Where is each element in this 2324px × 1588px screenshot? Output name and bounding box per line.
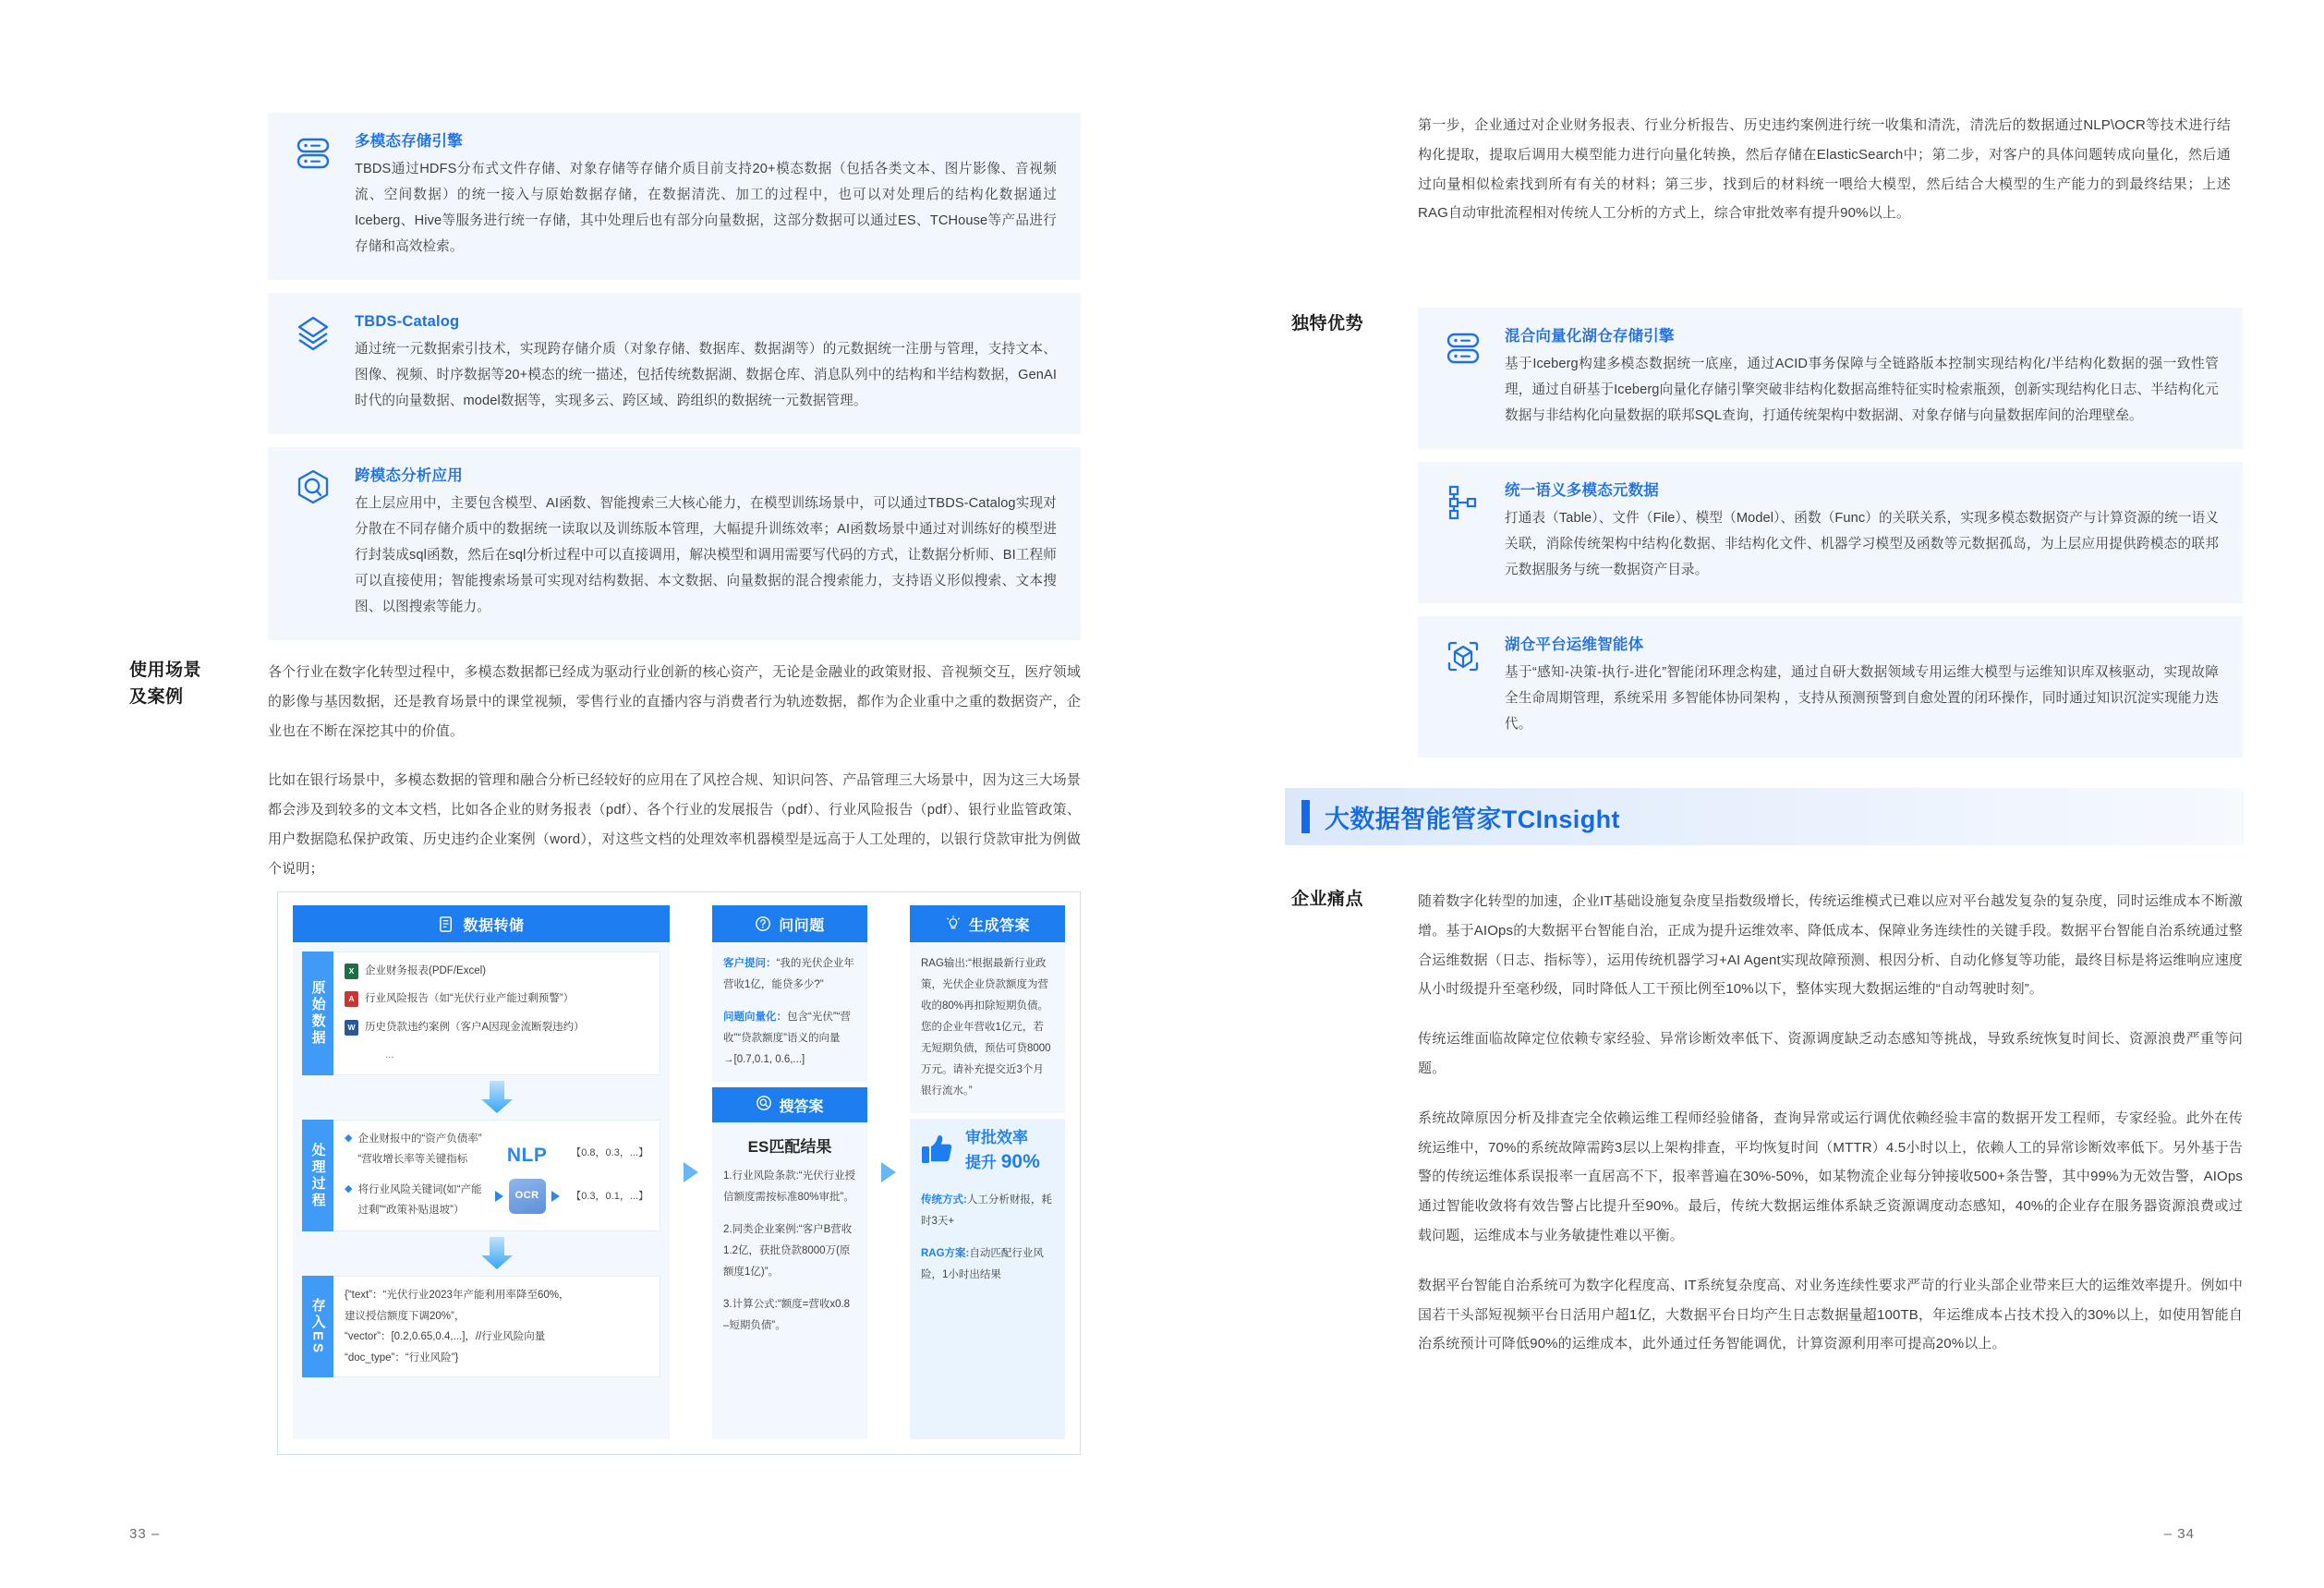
usecase-label-line2: 及案例 [129, 686, 184, 707]
rag-flow-diagram [277, 891, 1081, 1455]
ask-block [712, 1007, 867, 1082]
diagram-column-ask [712, 905, 867, 1439]
es-result-item: 2.同类企业案例:“客户B营收1.2亿，获批贷款8000万(原额度1亿)”。 [723, 1224, 853, 1278]
flow-arrow-down-icon [302, 1075, 660, 1120]
usecase-paragraph: 比如在银行场景中，多模态数据的管理和融合分析已经较好的应用在了风控合规、知识问答、产品管理三大场景中，因为这三大场景都会涉及到较多的文本文档，比如各企业的财务报表（pdf）、各个行业的发展报告（pdf）、行业风险报告（pdf）、银行业监管政策、用户数据隐私保护政策、历史违约企业案例（word），对这些文档的处理效率机器模型是远高于人工处理的，以银行贷款审批为例做个说明； [268, 772, 1081, 877]
advantage-card-lakehouse-ops-agent [1418, 616, 2243, 758]
feature-card-title: 跨模态分析应用 [355, 467, 463, 484]
diagram-column-header [712, 905, 867, 942]
advantage-card-title: 统一语义多模态元数据 [1505, 481, 1659, 499]
json-line: “doc_type”：“行业风险”} [345, 1352, 459, 1364]
diagram-stage-content [333, 1276, 660, 1377]
advantage-card-title: 混合向量化湖仓存储引擎 [1505, 328, 1675, 345]
diamond-bullet-icon: ◆ [345, 1132, 353, 1144]
advantage-cards [1418, 308, 2243, 770]
feature-card-crossmodal-analysis [268, 447, 1081, 640]
es-result-item: 1.行业风险条款:“光伏行业授信额度需按标准80%审批”。 [723, 1170, 856, 1203]
arrow-right-icon [495, 1191, 503, 1202]
arrow-right-icon [881, 1162, 896, 1182]
thumbs-up-icon [919, 1131, 956, 1172]
painpoint-body [1418, 887, 2243, 1359]
flow-arrow-right-2 [877, 905, 901, 1439]
document-stack-icon [438, 915, 455, 933]
efficiency-headline [910, 1119, 1065, 1179]
question-circle-icon [755, 915, 771, 932]
advantage-card-title: 湖仓平台运维智能体 [1505, 636, 1644, 653]
feature-card-text [355, 466, 1057, 620]
painpoint-paragraph: 随着数字化转型的加速，企业IT基础设施复杂度呈指数级增长，传统运维模式已难以应对平台越发复杂的复杂度，同时运维成本不断激增。基于AIOps的大数据平台智能自治，正成为提升运维效率、降低成本、保障业务连续性的关键手段。数据平台智能自治系统通过整合运维数据（日志、指标等），运用传统机器学习+AI Agent实现故障预测、根因分析、自动化修复等功能，最终目标是将运维响应速度从小时级提升至毫秒级，同时降低人工干预比例至10%以下，整体实现大数据运维的“自动驾驶时刻”。 [1418, 893, 2243, 998]
vector-value: 【0.8，0.3，...】 [571, 1147, 648, 1159]
diamond-bullet-icon: ◆ [345, 1182, 353, 1194]
ask-block [712, 942, 867, 1007]
feature-card-multimodal-storage [268, 113, 1081, 280]
nlp-label: NLP [506, 1145, 548, 1167]
advantage-card-desc: 打通表（Table）、文件（File）、模型（Model）、函数（Func）的关联关系，实现多模态数据资产与计算资源的统一语义关联，消除传统架构中结构化数据、非结构化文件、机器学习模型及函数等元数据孤岛，为上层应用提供跨模态的联邦元数据服务与统一数据资产目录。 [1505, 510, 2219, 577]
es-result-panel [712, 1122, 867, 1439]
json-line: “vector”：[0.2,0.65,0.4,...]，//行业风险向量 [345, 1331, 546, 1343]
feature-card-title: 多模态存储引擎 [355, 133, 463, 150]
painpoint-label: 企业痛点 [1291, 890, 1364, 909]
usecase-label-line1: 使用场景 [129, 661, 202, 680]
feature-card-desc: 在上层应用中，主要包含模型、AI函数、智能搜索三大核心能力，在模型训练场景中，可以通过TBDS-Catalog实现对分散在不同存储介质中的数据统一读取以及训练版本管理，大幅提升训练效率；AI函数场景中通过对训练好的模型进行封装成sql函数，然后在sql分析过程中可以直接调用，解决模型和调用需要写代码的方式，让数据分析师、BI工程师可以直接使用；智能搜索场景可实现对结构数据、本文数据、向量数据的混合搜索能力，支持语义形似搜索、文本搜图、以图搜索等能力。 [355, 495, 1057, 614]
efficiency-line2-prefix: 提升 [965, 1153, 1001, 1171]
efficiency-line2 [965, 1149, 1040, 1175]
file-item [345, 988, 648, 1009]
search-hexagon-icon [292, 466, 334, 508]
feature-card-text [355, 131, 1057, 260]
file-item [345, 961, 648, 981]
excel-file-icon: X [345, 964, 358, 979]
es-result-item: 3.计算公式:“额度=营收x0.8 –短期负债”。 [723, 1299, 851, 1331]
right-intro [1418, 111, 2231, 228]
feature-card-tbds-catalog [268, 293, 1081, 434]
painpoint-paragraph: 传统运维面临故障定位依赖专家经验、异常诊断效率低下、资源调度缺乏动态感知等挑战，导致系统恢复时间长、资源浪费严重等问题。 [1418, 1031, 2243, 1076]
diagram-column-body [293, 942, 670, 1439]
efficiency-value: 90% [1000, 1150, 1040, 1172]
compare-block [910, 1243, 1065, 1297]
advantage-card-text [1505, 326, 2219, 429]
usecase-body [268, 658, 1081, 884]
diagram-stage-tab: 处理过程 [302, 1120, 333, 1232]
left-feature-cards [268, 113, 1081, 653]
heading-accent-bar [1301, 800, 1310, 833]
node-graph-icon [1442, 480, 1484, 523]
diagram-column-data-store [293, 905, 670, 1439]
ask-block-label: 问题向量化： [723, 1012, 787, 1023]
file-item-label: 企业财务报表(PDF/Excel) [365, 965, 486, 976]
ask-body [712, 942, 867, 1082]
word-file-icon: W [345, 1020, 358, 1036]
compare-block [910, 1179, 1065, 1243]
advantage-label: 独特优势 [1291, 314, 1364, 333]
section-heading-label: 大数据智能管家TCInsight [1325, 805, 1620, 833]
flow-arrow-down-icon [302, 1231, 660, 1276]
list-item-label: 将行业风险关键词(如“产能过剩”“政策补贴退坡”） [357, 1183, 482, 1216]
intro-paragraph: 第一步，企业通过对企业财务报表、行业分析报告、历史违约案例进行统一收集和清洗，清洗后的数据通过NLP\OCR等技术进行结构化提取，提取后调用大模型能力进行向量化转换，然后存储在ElasticSearch中；第二步，对客户的具体问题转成向量化，然后通过向量相似检索找到所有有关的材料；第三步，找到后的材料统一喂给大模型，然后结合大模型的生产能力的到最终结果；上述RAG自动审批流程相对传统人工分析的方式上，综合审批效率有提升90%以上。 [1418, 117, 2231, 222]
diagram-stage-store-es [302, 1276, 660, 1377]
usecase-paragraph: 各个行业在数字化转型过程中，多模态数据都已经成为驱动行业创新的核心资产，无论是金融业的政策财报、音视频交互，医疗领域的影像与基因数据，还是教育场景中的课堂视频，零售行业的直播内容与消费者行为轨迹数据，都作为企业重中之重的数据资产，企业也在不断在深挖其中的价值。 [268, 664, 1081, 739]
json-line: 建议授信额度下调20%”， [345, 1310, 466, 1322]
ocr-row [495, 1179, 560, 1213]
diagram-column-header-label: 问问题 [779, 917, 825, 934]
advantage-card-text [1505, 480, 2219, 583]
page-number-left: 33 – [129, 1526, 161, 1542]
feature-card-title: TBDS-Catalog [355, 312, 460, 330]
compare-block-label: 传统方式: [921, 1194, 967, 1206]
diagram-column-header [293, 905, 670, 942]
efficiency-text [965, 1128, 1040, 1175]
diagram-column-header-label: 数据转储 [463, 917, 525, 934]
diagram-stage-tab: 存入ES [302, 1276, 333, 1377]
diagram-column-answer [910, 905, 1065, 1439]
lightbulb-icon [945, 915, 962, 932]
painpoint-paragraph: 数据平台智能自治系统可为数字化程度高、IT系统复杂度高、对业务连续性要求严苛的行业头部企业带来巨大的运维效率提升。例如中国若干头部短视频平台日活用户超1亿，大数据平台日均产生日志数据量超100TB，年运维成本占技术投入的30%以上，如使用智能自治系统预计可降低90%的运维成本，此外通过任务智能调优，计算资源利用率可提高20%以上。 [1418, 1277, 2243, 1352]
diagram-stage-raw-data [302, 952, 660, 1075]
diagram-stage-processing [302, 1120, 660, 1232]
painpoint-section [1291, 887, 2243, 1359]
section-heading-tcinsight [1285, 788, 2244, 845]
advantage-card-text [1505, 635, 2219, 737]
ask-block-text: 包含“光伏”“营收”“贷款额度”语义的向量→[0.7,0.1, 0.6,...] [723, 1012, 851, 1065]
usecase-label [129, 658, 268, 710]
storage-stack-icon [292, 131, 334, 174]
diagram-subheader-search-answer [712, 1087, 867, 1122]
diagram-subheader-label: 搜答案 [779, 1098, 824, 1115]
advantage-section [1291, 308, 2243, 770]
compare-block-label: RAG方案: [921, 1248, 970, 1260]
file-item-label: 行业风险报告（如“光伏行业产能过剩预警”） [365, 993, 575, 1005]
list-item [345, 1129, 483, 1170]
file-list-ellipsis: ... [385, 1049, 394, 1061]
efficiency-line1: 审批效率 [965, 1129, 1028, 1146]
storage-stack-icon [1442, 326, 1484, 369]
diagram-column-header-label: 生成答案 [968, 917, 1030, 934]
json-line: {“text”：“光伏行业2023年产能利用率降至60%， [345, 1290, 570, 1302]
advantage-card-desc: 基于“感知-决策-执行-进化”智能闭环理念构建，通过自研大数据领域专用运维大模型与运维知识库双核驱动，实现故障全生命周期管理，系统采用 多智能体协同架构 ，支持从预测预警到自愈处置的闭环操作，同时通过知识沉淀实现能力迭代。 [1505, 664, 2219, 732]
efficiency-panel [910, 1119, 1065, 1439]
feature-card-desc: TBDS通过HDFS分布式文件存储、对象存储等存储介质目前支持20+模态数据（包括各类文本、图片影像、音视频流、空间数据）的统一接入与原始数据存储，在数据清洗、加工的过程中，也可以对处理后的结构化数据通过Iceberg、Hive等服务进行统一存储，其中处理后也有部分向量数据，这部分数据可以通过ES、TCHouse等产品进行存储和高效检索。 [355, 161, 1057, 254]
cube-scan-icon [1442, 635, 1484, 677]
feature-card-desc: 通过统一元数据索引技术，实现跨存储介质（对象存储、数据库、数据湖等）的元数据统一注册与管理，支持文本、图像、视频、时序数据等20+模态的统一描述，包括传统数据湖、数据仓库、消息队列中的结构和半结构数据，GenAI时代的向量数据、model数据等，实现多云、跨区域、跨组织的数据统一元数据管理。 [355, 341, 1057, 408]
ask-block-text: “我的光伏企业年营收1亿，能贷多少?” [723, 958, 854, 990]
rag-output-panel [910, 942, 1065, 1113]
advantage-card-hybrid-vector-lakehouse [1418, 308, 2243, 449]
compare-block-text: 自动匹配行业风险，1小时出结果 [921, 1248, 1044, 1281]
diagram-stage-content [333, 1120, 660, 1232]
diagram-stage-content [333, 952, 660, 1075]
compare-block-text: 人工分析财报，耗时3天+ [921, 1194, 1052, 1228]
vector-value: 【0.3，0.1，...】 [571, 1191, 648, 1203]
nlp-ocr-block [489, 1129, 565, 1223]
advantage-card-desc: 基于Iceberg构建多模态数据统一底座，通过ACID事务保障与全链路版本控制实现结构化/半结构化数据的强一致性管理，通过自研基于Iceberg向量化存储引擎突破非结构化数据高维特征实时检索瓶颈，创新实现结构化日志、半结构化元数据与非结构化向量数据的联邦SQL查询，打通传统架构中数据湖、对象存储与向量数据库间的治理壁垒。 [1505, 356, 2219, 423]
vector-outputs [571, 1129, 648, 1223]
page-number-right: – 34 [2163, 1526, 2195, 1542]
painpoint-paragraph: 系统故障原因分析及排查完全依赖运维工程师经验储备，查询异常或运行调优依赖经验丰富的数据开发工程师，专家经验。此外在传统运维中，70%的系统故障需跨3层以上架构排查，平均恢复时间（MTTR）4.5小时以上，依赖人工的异常诊断效率低下。另外基于告警的传统运维体系误报率一直居高不下，报率普遍在30%-50%，如某物流企业每分钟接收500+条告警，其中99%为无效告警，AIOps通过智能收敛将有效告警占比提升至90%。最后，传统大数据运维体系缺乏资源调度动态感知，40%的企业存在服务器资源浪费或过载问题，运维成本与业务敏捷性难以平衡。 [1418, 1109, 2243, 1243]
processing-bullets [345, 1129, 483, 1223]
usecase-section [129, 658, 1081, 884]
ocr-chip-label: OCR [509, 1179, 546, 1213]
feature-card-text [355, 311, 1057, 414]
file-item [345, 1017, 648, 1037]
list-item [345, 1180, 483, 1221]
right-page [1162, 0, 2324, 1588]
arrow-right-icon [684, 1162, 698, 1182]
flow-arrow-right-1 [679, 905, 703, 1439]
rag-output-text: RAG输出:“根据最新行业政策，光伏企业贷款额度为营收的80%再扣除短期负债。您的企业年营收1亿元，若无短期负债，预估可贷8000万元。请补充提交近3个月银行流水。” [921, 958, 1051, 1097]
file-item-label: 历史贷款违约案例（客户A因现金流断裂违约） [365, 1021, 585, 1033]
ask-block-label: 客户提问： [723, 958, 777, 969]
diagram-stage-tab: 原始数据 [302, 952, 333, 1075]
layers-icon [292, 311, 334, 354]
arrow-right-icon [551, 1191, 560, 1202]
advantage-card-unified-semantic-metadata [1418, 462, 2243, 603]
es-result-title: ES匹配结果 [747, 1138, 832, 1156]
list-item-label: 企业财报中的“资产负债率”“营收增长率等关键指标 [357, 1133, 482, 1166]
pdf-file-icon: A [345, 991, 358, 1007]
diagram-column-header [910, 905, 1065, 942]
search-circle-icon [756, 1095, 772, 1116]
